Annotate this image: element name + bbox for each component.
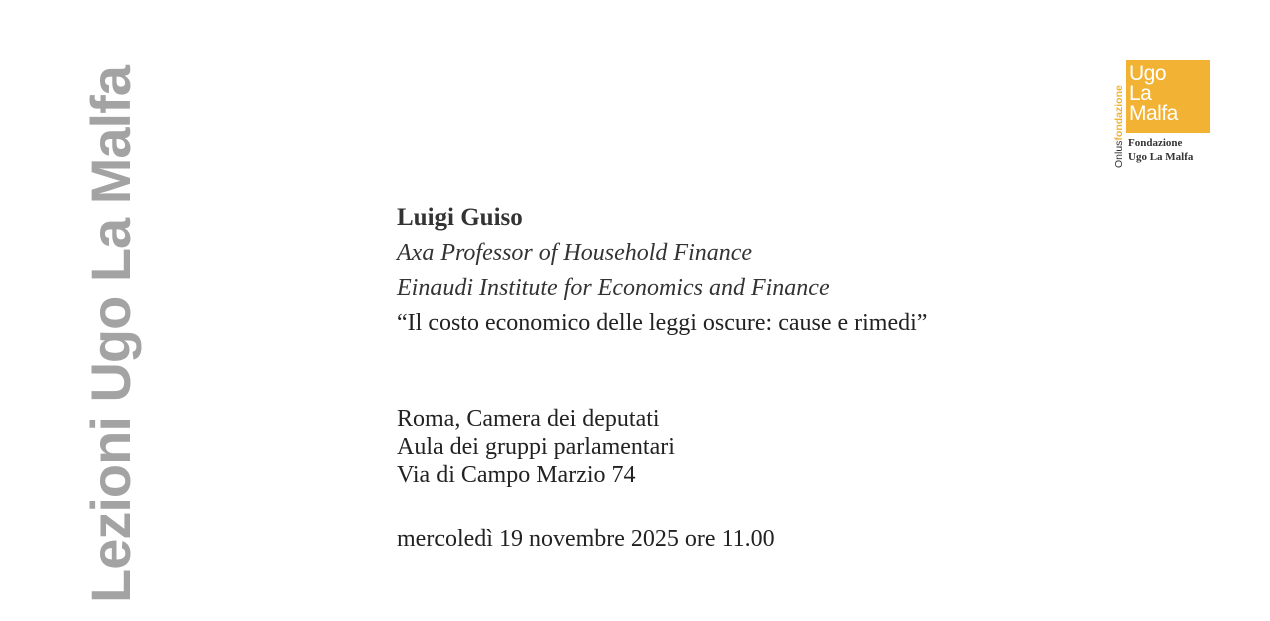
venue: [397, 405, 1217, 489]
logo-block-line: Ugo: [1129, 62, 1167, 85]
logo-caption: [1128, 136, 1193, 164]
speaker-role: Axa Professor of Household Finance: [397, 240, 753, 266]
logo-block: [1126, 60, 1210, 133]
lecture-title: “Il costo economico delle leggi oscure: cause e rimedi”: [397, 310, 928, 336]
speaker-institution: Einaudi Institute for Economics and Finance: [397, 275, 830, 301]
fondazione-logo: [1114, 60, 1224, 170]
speaker-name: Luigi Guiso: [397, 204, 523, 231]
logo-block-line: La: [1129, 82, 1152, 105]
venue-line: Via di Campo Marzio 74: [397, 462, 636, 488]
logo-block-text: [1129, 64, 1178, 124]
logo-fondazione: fondazione: [1113, 85, 1125, 141]
event-datetime: mercoledì 19 novembre 2025 ore 11.00: [397, 526, 775, 552]
invitation-content: [397, 200, 1217, 553]
logo-onlus: Onlus: [1113, 140, 1125, 168]
logo-block-line: Malfa: [1129, 102, 1178, 125]
logo-caption-line: Fondazione: [1128, 137, 1183, 149]
logo-caption-line: Ugo La Malfa: [1128, 151, 1194, 163]
series-title: Lezioni Ugo La Malfa: [79, 66, 142, 603]
venue-line: Roma, Camera dei deputati: [397, 406, 660, 432]
logo-vertical-text: [1114, 85, 1125, 168]
venue-line: Aula dei gruppi parlamentari: [397, 434, 675, 460]
